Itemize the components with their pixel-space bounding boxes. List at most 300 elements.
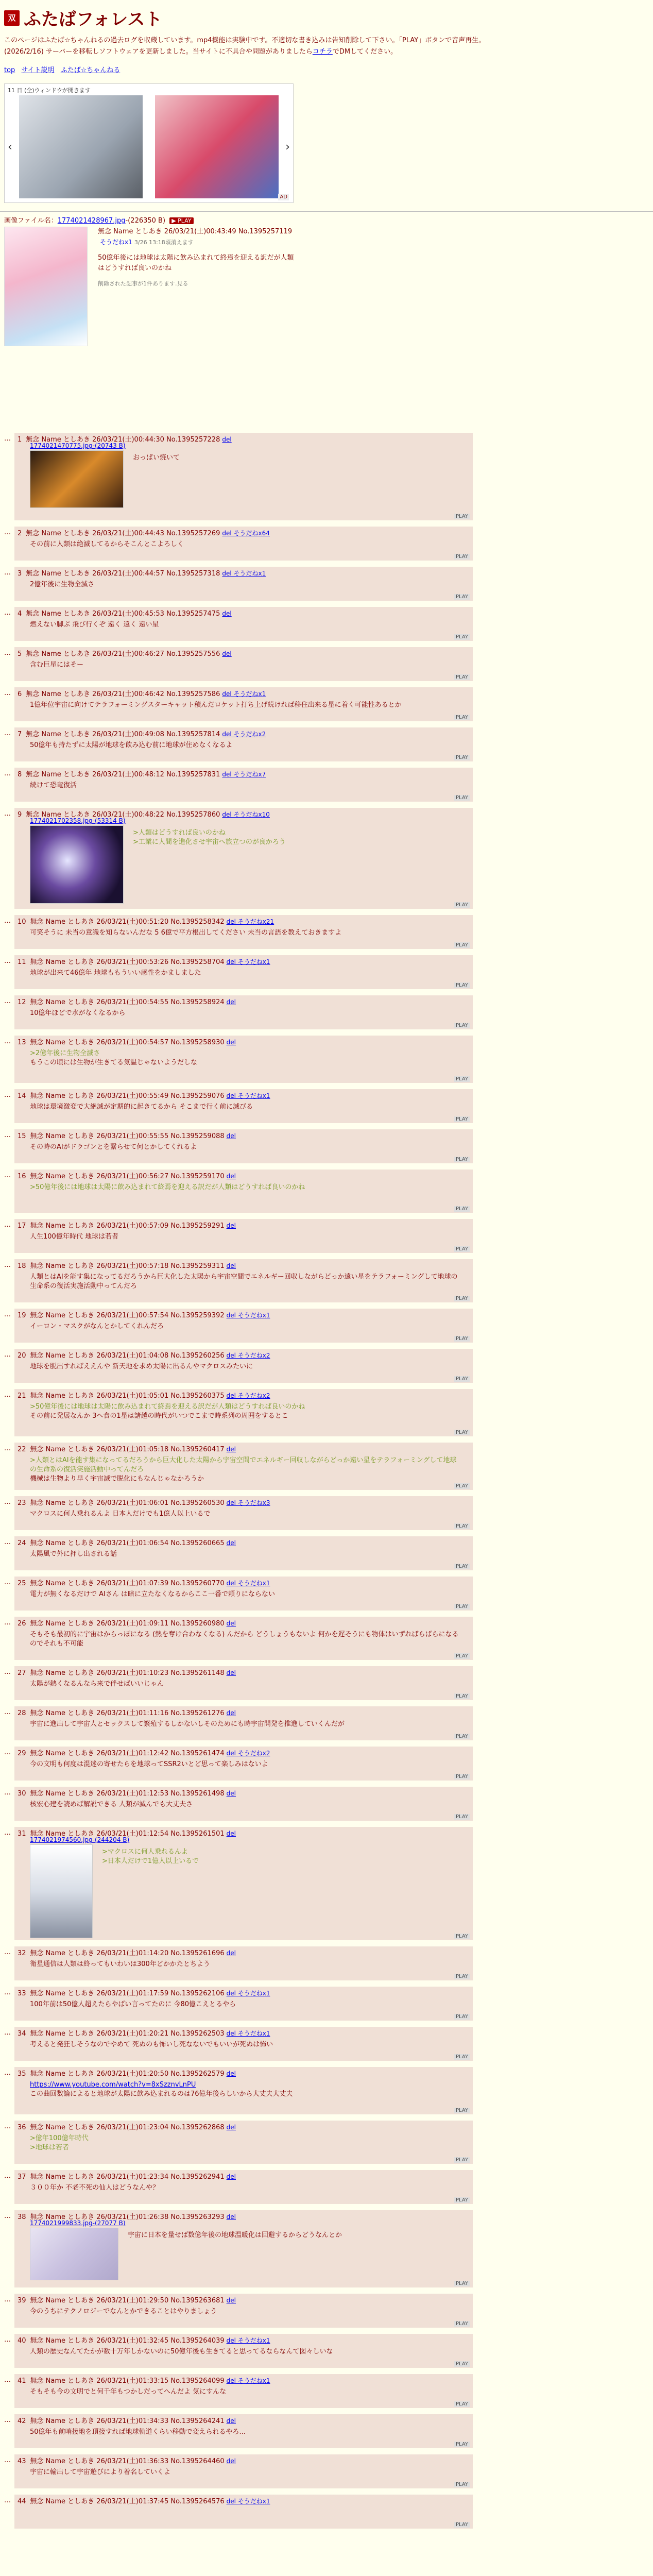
reply-32 (14, 1946, 473, 1980)
reply-header: 無念 Name としあき 26/03/21(土)01:12:54 No.1395261501 (30, 1830, 225, 1838)
reply-thumbnail[interactable] (30, 450, 124, 508)
nav-futaba-link[interactable]: ふたば☆ちゃんねる (60, 66, 121, 74)
reply-text: 含む巨星にはそー (30, 661, 84, 669)
reply-26 (14, 1617, 473, 1660)
reply-header: 無念 Name としあき 26/03/21(土)00:57:54 No.1395259392 (30, 1312, 225, 1319)
reply-text: 燃えない脚ぶ 飛び行くぞ 遠く 遠く 遠い星 (30, 621, 159, 629)
reply-text: 10億年ほどで水がなくなるから (30, 1009, 126, 1017)
reply-27 (14, 1666, 473, 1700)
reply-actions[interactable]: del (226, 1709, 236, 1717)
reply-text: ３００年か 不老不死の仙人はどうなんや？ (30, 2184, 160, 2192)
reply-9 (14, 808, 473, 909)
reply-36 (14, 2121, 473, 2164)
reply-marker: … (4, 1749, 11, 1756)
reply-meta (18, 1260, 236, 1270)
reply-number: 37 (18, 2173, 26, 2181)
reply-meta (18, 2295, 236, 2304)
reply-play-button[interactable]: PLAY (454, 2442, 470, 2447)
reply-actions[interactable]: del そうだねx2 (222, 731, 266, 738)
reply-play-button[interactable]: PLAY (454, 1296, 470, 1301)
reply-actions[interactable]: del そうだねx3 (226, 1499, 270, 1506)
intro-line2-text: (2026/2/16) サーバーを移転しソフトウェアを更新しました。当サイトに不具合や問題がありましたら (4, 48, 313, 56)
reply-number: 43 (18, 2458, 26, 2465)
reply-marker: … (4, 1038, 11, 1045)
reply-link[interactable]: https://www.youtube.com/watch?v=8xSzznvLnPU (30, 2081, 196, 2089)
reply-text: 1億年位宇宙に向けてテラフォーミングスターキャット積んだロケット打ち上げ続ければ移住出来る星に着く可能性あるとか (30, 701, 402, 709)
reply-quote: >工業に人間を進化させ宇宙へ旅立つのが良かろう (133, 838, 286, 846)
reply-header: 無念 Name としあき 26/03/21(土)01:14:20 No.1395261696 (30, 1950, 225, 1957)
reply-marker: … (4, 2123, 11, 2130)
reply-header: 無念 Name としあき 26/03/21(土)01:11:16 No.1395261276 (30, 1709, 225, 1717)
reply-play-button[interactable]: PLAY (454, 2281, 470, 2286)
op-file-link[interactable]: 1774021428967.jpg (57, 217, 126, 225)
reply-actions[interactable]: del (226, 1132, 236, 1140)
reply-39 (14, 2294, 473, 2328)
op-soudane-button[interactable]: そうだねx1 (100, 239, 132, 246)
reply-header: 無念 Name としあき 26/03/21(土)00:49:08 No.1395257814 (26, 731, 220, 738)
reply-body (30, 2468, 462, 2477)
reply-play-button[interactable]: PLAY (454, 1734, 470, 1739)
reply-actions[interactable]: del (226, 2070, 236, 2077)
reply-text: 核宏心建を読めば解説できる 人類が滅んでも大丈夫さ (30, 1801, 193, 1808)
reply-marker: … (4, 1498, 11, 1506)
reply-actions[interactable]: del そうだねx1 (226, 2030, 270, 2037)
reply-text: 2億年後に生物全滅さ (30, 581, 95, 588)
reply-header: 無念 Name としあき 26/03/21(土)01:26:38 No.1395263293 (30, 2213, 225, 2221)
ad-image-1[interactable] (19, 95, 143, 198)
reply-meta (18, 2335, 270, 2345)
reply-meta (18, 1707, 236, 1717)
reply-text: おっぱい焼いて (133, 454, 180, 462)
reply-actions[interactable]: del そうだねx1 (222, 570, 266, 577)
reply-play-button[interactable]: PLAY (454, 902, 470, 908)
reply-actions[interactable]: del (226, 1830, 236, 1837)
reply-3 (14, 567, 473, 601)
reply-header: 無念 Name としあき 26/03/21(土)00:55:55 No.1395259088 (30, 1132, 225, 1140)
reply-actions[interactable]: del (226, 2124, 236, 2131)
reply-14 (14, 1089, 473, 1123)
reply-header: 無念 Name としあき 26/03/21(土)01:05:18 No.1395260417 (30, 1446, 225, 1453)
reply-play-button[interactable]: PLAY (454, 1653, 470, 1659)
reply-actions[interactable]: del (222, 610, 232, 617)
reply-play-button[interactable]: PLAY (454, 795, 470, 801)
reply-marker: … (4, 435, 11, 443)
reply-meta (18, 728, 266, 738)
reply-actions[interactable]: del そうだねx1 (226, 958, 270, 965)
reply-play-button[interactable]: PLAY (454, 982, 470, 988)
reply-actions[interactable]: del そうだねx2 (226, 1750, 270, 1757)
reply-body (30, 2183, 462, 2193)
reply-play-button[interactable]: PLAY (454, 2014, 470, 2020)
reply-actions[interactable]: del (226, 1950, 236, 1957)
op-body (98, 227, 294, 346)
reply-file-link[interactable]: 1774021999833.jpg-(27077 B) (30, 2219, 126, 2227)
reply-actions[interactable]: del そうだねx1 (226, 2337, 270, 2344)
reply-play-button[interactable]: PLAY (454, 1023, 470, 1028)
reply-quote: >億年100億年時代 (30, 2134, 89, 2142)
reply-play-button[interactable]: PLAY (454, 1246, 470, 1252)
reply-play-button[interactable]: PLAY (454, 2197, 470, 2203)
site-title (4, 5, 649, 30)
reply-play-button[interactable]: PLAY (454, 755, 470, 760)
reply-number: 19 (18, 1312, 26, 1319)
reply-meta (18, 996, 236, 1006)
reply-number: 24 (18, 1539, 26, 1547)
ad-image-2[interactable] (155, 95, 279, 198)
reply-text: 考えると発狂しそうなのでやめて 死ぬのも怖いし死なないでもいいが死ぬは怖い (30, 2041, 273, 2048)
reply-actions[interactable]: del (226, 1222, 236, 1229)
reply-19 (14, 1309, 473, 1343)
reply-play-button[interactable]: PLAY (454, 1523, 470, 1529)
reply-header: 無念 Name としあき 26/03/21(土)01:33:15 No.1395264099 (30, 2377, 225, 2385)
reply-10 (14, 915, 473, 949)
reply-body (30, 580, 462, 589)
reply-actions[interactable]: del (226, 1262, 236, 1269)
reply-header: 無念 Name としあき 26/03/21(土)00:44:30 No.1395257228 (26, 436, 220, 444)
reply-header: 無念 Name としあき 26/03/21(土)01:23:34 No.1395262941 (30, 2173, 225, 2181)
reply-play-button[interactable]: PLAY (454, 514, 470, 519)
reply-header: 無念 Name としあき 26/03/21(土)01:23:04 No.1395262868 (30, 2124, 225, 2131)
op-file-size: -(226350 B) (125, 217, 166, 225)
reply-actions[interactable]: del そうだねx2 (226, 1392, 270, 1399)
reply-number: 3 (18, 570, 22, 578)
reply-meta (18, 1947, 236, 1957)
reply-35 (14, 2067, 473, 2114)
reply-play-button[interactable]: PLAY (454, 2361, 470, 2367)
reply-thumbnail[interactable] (30, 1844, 93, 1938)
reply-text: そもそも最初的に宇宙はからっぽになる (熱を奪け合わなくなる) んだから どうしょうもないよ 何かを遅そうにも物体はいずればらばらになるのでそれも不可能 (30, 1631, 459, 1648)
reply-actions[interactable]: del そうだねx1 (226, 1580, 270, 1587)
reply-actions[interactable]: del そうだねx1 (226, 1990, 270, 1997)
reply-meta (18, 1220, 236, 1230)
op-file-line (4, 215, 649, 225)
reply-text: 電力が無くなるだけで AIさん は暗に立たなくなるからここ一番で頼りにならない (30, 1590, 275, 1598)
reply-meta (18, 2028, 270, 2038)
site-title-text: ふたばフォレスト (24, 9, 163, 30)
reply-marker: … (4, 2172, 11, 2180)
reply-play-button[interactable]: PLAY (454, 634, 470, 640)
reply-file-link[interactable]: 1774021702358.jpg-(53314 B) (30, 817, 126, 824)
reply-number: 20 (18, 1352, 26, 1360)
reply-number: 38 (18, 2213, 26, 2221)
reply-quote: >2億年後に生物全滅さ (30, 1049, 100, 1057)
reply-text: 人生100億年時代 地球は若者 (30, 1233, 118, 1241)
reply-meta (18, 1988, 270, 1997)
ad-next-icon[interactable]: › (285, 141, 290, 154)
reply-actions[interactable]: del そうだねx1 (226, 2377, 270, 2384)
nav-about-link[interactable]: サイト説明 (21, 66, 55, 74)
reply-body (30, 2080, 462, 2099)
reply-number: 42 (18, 2417, 26, 2425)
reply-play-button[interactable]: PLAY (454, 1157, 470, 1162)
reply-number: 2 (18, 530, 22, 537)
reply-body (30, 2347, 462, 2357)
intro (4, 36, 649, 57)
reply-body (30, 1402, 462, 1421)
reply-44 (14, 2495, 473, 2529)
reply-actions[interactable]: del (226, 2297, 236, 2304)
reply-16 (14, 1170, 473, 1213)
reply-marker: … (4, 569, 11, 577)
reply-play-button[interactable]: PLAY (454, 1336, 470, 1342)
reply-play-button[interactable]: PLAY (454, 1430, 470, 1435)
reply-header: 無念 Name としあき 26/03/21(土)01:12:42 No.1395261474 (30, 1750, 225, 1757)
reply-marker: … (4, 1708, 11, 1716)
reply-2 (14, 527, 473, 561)
reply-number: 34 (18, 2030, 26, 2038)
reply-number: 40 (18, 2337, 26, 2345)
reply-thumbnail[interactable] (30, 2228, 118, 2280)
reply-body (30, 928, 462, 938)
reply-number: 7 (18, 731, 22, 738)
reply-body (30, 540, 462, 549)
intro-line2-tail: でDMしてください。 (332, 48, 398, 56)
reply-body (30, 1630, 462, 1649)
reply-play-button[interactable]: PLAY (454, 1774, 470, 1780)
reply-text: その時のAIがドラゴンとを繋らせて何とかしてくれるよ (30, 1143, 197, 1151)
reply-play-button[interactable]: PLAY (454, 2108, 470, 2113)
reply-header: 無念 Name としあき 26/03/21(土)01:04:08 No.1395260256 (30, 1352, 225, 1360)
reply-meta (18, 688, 266, 698)
reply-actions[interactable]: del そうだねx1 (222, 690, 266, 698)
reply-actions[interactable]: del (226, 1669, 236, 1676)
reply-marker: … (4, 1391, 11, 1399)
reply-header: 無念 Name としあき 26/03/21(土)01:12:53 No.1395261498 (30, 1790, 225, 1798)
reply-file-link[interactable]: 1774021974560.jpg-(244204 B) (30, 1836, 130, 1843)
reply-marker: … (4, 917, 11, 925)
site-header (0, 0, 653, 203)
reply-play-button[interactable]: PLAY (454, 1604, 470, 1609)
op-thumbnail[interactable] (4, 227, 88, 346)
reply-number: 11 (18, 958, 26, 966)
reply-actions[interactable]: del そうだねx1 (226, 1312, 270, 1319)
reply-play-button[interactable]: PLAY (454, 1814, 470, 1820)
reply-actions[interactable]: del そうだねx64 (222, 530, 270, 537)
reply-play-button[interactable]: PLAY (454, 1564, 470, 1569)
reply-header: 無念 Name としあき 26/03/21(土)01:36:33 No.1395264460 (30, 2458, 225, 2465)
reply-play-button[interactable]: PLAY (454, 1076, 470, 1082)
reply-actions[interactable]: del (226, 2213, 236, 2221)
reply-body (128, 2231, 462, 2240)
reply-body (30, 741, 462, 750)
reply-actions[interactable]: del そうだねx21 (226, 918, 274, 925)
reply-meta (18, 648, 232, 658)
reply-body (30, 969, 462, 978)
reply-marker: … (4, 770, 11, 777)
reply-play-button[interactable]: PLAY (454, 2054, 470, 2060)
reply-play-button[interactable]: PLAY (454, 2157, 470, 2163)
reply-actions[interactable]: del そうだねx1 (226, 1092, 270, 1099)
reply-number: 27 (18, 1669, 26, 1677)
reply-actions[interactable]: del (226, 2173, 236, 2180)
reply-play-button[interactable]: PLAY (454, 554, 470, 560)
reply-play-button[interactable]: PLAY (454, 1376, 470, 1382)
reply-22 (14, 1443, 473, 1490)
reply-text: 宇宙に日本を量せば数億年後の地球温暖化は回避するからどうなんとか (128, 2231, 342, 2239)
reply-marker: … (4, 2029, 11, 2037)
reply-number: 35 (18, 2070, 26, 2078)
reply-meta (18, 2122, 236, 2131)
reply-marker: … (4, 529, 11, 536)
reply-actions[interactable]: del そうだねx7 (222, 771, 266, 778)
reply-actions[interactable]: del (222, 436, 232, 443)
reply-play-button[interactable]: PLAY (454, 2321, 470, 2327)
reply-actions[interactable]: del (222, 650, 232, 657)
reply-text: 続けて恐竜復活 (30, 782, 77, 789)
reply-number: 4 (18, 610, 22, 618)
reply-thumbnail[interactable] (30, 825, 124, 904)
reply-text: 太陽風で外に押し出される話 (30, 1550, 117, 1558)
reply-header: 無念 Name としあき 26/03/21(土)01:37:45 No.1395264576 (30, 2498, 225, 2505)
reply-20 (14, 1349, 473, 1383)
reply-body (30, 1322, 462, 1331)
reply-number: 31 (18, 1830, 26, 1838)
reply-number: 1 (18, 436, 22, 444)
reply-number: 32 (18, 1950, 26, 1957)
reply-text: 宇宙に輸出して宇宙遊びにより着名していくよ (30, 2468, 171, 2476)
reply-actions[interactable]: del (226, 2417, 236, 2425)
reply-header: 無念 Name としあき 26/03/21(土)00:44:57 No.1395257318 (26, 570, 220, 578)
reply-number: 12 (18, 998, 26, 1006)
reply-body (30, 2134, 462, 2153)
reply-marker: … (4, 1172, 11, 1179)
reply-number: 22 (18, 1446, 26, 1453)
reply-text: 衛星通信は人類は終ってもいわいは300年どかかたとちよう (30, 1960, 210, 1968)
reply-header: 無念 Name としあき 26/03/21(土)01:09:11 No.1395260980 (30, 1620, 225, 1628)
reply-38 (14, 2210, 473, 2287)
reply-37 (14, 2170, 473, 2204)
reply-body (133, 453, 462, 463)
reply-actions[interactable]: del (226, 2458, 236, 2465)
reply-text: 50億年も持たずに太陽が地球を飲み込む前に地球が住めなくなるよ (30, 741, 233, 749)
reply-body (30, 2428, 462, 2437)
reply-30 (14, 1787, 473, 1821)
reply-marker: … (4, 2212, 11, 2220)
reply-5 (14, 647, 473, 681)
reply-play-button[interactable]: PLAY (454, 674, 470, 680)
contact-link[interactable]: コチラ (312, 48, 333, 56)
reply-header: 無念 Name としあき 26/03/21(土)01:32:45 No.1395264039 (30, 2337, 225, 2345)
reply-actions[interactable]: del (226, 998, 236, 1006)
reply-play-button[interactable]: PLAY (454, 1974, 470, 1979)
reply-actions[interactable]: del (226, 1039, 236, 1046)
reply-play-button[interactable]: PLAY (454, 2401, 470, 2407)
reply-actions[interactable]: del (226, 1620, 236, 1627)
reply-body (30, 1720, 462, 1729)
reply-body (30, 1510, 462, 1519)
reply-marker: … (4, 1789, 11, 1797)
reply-play-button[interactable]: PLAY (454, 2522, 470, 2528)
reply-marker: … (4, 1311, 11, 1318)
reply-body (30, 2387, 462, 2397)
ad-badge: AD (278, 194, 289, 200)
nav-top-link[interactable]: top (4, 66, 15, 74)
reply-marker: … (4, 1351, 11, 1359)
reply-meta (18, 2171, 236, 2181)
reply-quote: >地球は若者 (30, 2144, 69, 2151)
site-logo-icon: 双 (4, 10, 20, 26)
reply-marker: … (4, 1538, 11, 1546)
reply-body (30, 1800, 462, 1809)
reply-29 (14, 1747, 473, 1781)
reply-actions[interactable]: del (226, 1446, 236, 1453)
reply-actions[interactable]: del (226, 1790, 236, 1797)
reply-marker: … (4, 2456, 11, 2464)
reply-actions[interactable]: del (226, 1539, 236, 1547)
reply-meta (18, 956, 270, 966)
reply-quote: >人類とはAIを能す集になってるだろうから巨大化した太陽から宇宙空間でエネルギー回収しながらどっか遠い星をテラフォーミングして地球の生命系の復活実施活動中ってんだろ (30, 1456, 457, 1473)
reply-21 (14, 1389, 473, 1436)
reply-file-link[interactable]: 1774021470775.jpg-(20743 B) (30, 442, 126, 449)
reply-marker: … (4, 1619, 11, 1626)
reply-meta (18, 2375, 270, 2385)
reply-play-button[interactable]: PLAY (454, 594, 470, 600)
reply-body (30, 2000, 462, 2009)
reply-play-button[interactable]: PLAY (454, 715, 470, 720)
reply-text: 100年前は50億人超えたらやばい言ってたのに 今80億こえとるやら (30, 2001, 236, 2008)
reply-6 (14, 687, 473, 721)
reply-meta (18, 1171, 236, 1180)
reply-actions[interactable]: del そうだねx2 (226, 1352, 270, 1359)
reply-meta (18, 1537, 236, 1547)
reply-meta (18, 2068, 236, 2078)
reply-meta (18, 1390, 270, 1400)
reply-body (30, 1049, 462, 1067)
reply-play-button[interactable]: PLAY (454, 1934, 470, 1939)
reply-marker: … (4, 2069, 11, 2077)
reply-play-button[interactable]: PLAY (454, 1483, 470, 1489)
reply-7 (14, 727, 473, 761)
reply-text: もうこの頃には生物が生きてる気温じゃないようだしな (30, 1059, 198, 1066)
reply-meta (18, 2496, 270, 2505)
reply-body (30, 1550, 462, 1559)
reply-marker: … (4, 810, 11, 818)
reply-meta (18, 1788, 236, 1798)
reply-header: 無念 Name としあき 26/03/21(土)01:29:50 No.1395263681 (30, 2297, 225, 2304)
reply-play-button[interactable]: PLAY (454, 1206, 470, 1212)
reply-play-button[interactable]: PLAY (454, 1116, 470, 1122)
reply-marker: … (4, 957, 11, 965)
reply-body (30, 1009, 462, 1018)
reply-marker: … (4, 1445, 11, 1452)
reply-33 (14, 1987, 473, 2021)
reply-number: 18 (18, 1262, 26, 1270)
reply-number: 17 (18, 1222, 26, 1230)
ad-banner[interactable] (4, 83, 294, 203)
reply-play-button[interactable]: PLAY (454, 2482, 470, 2487)
reply-body (30, 1680, 462, 1689)
reply-number: 13 (18, 1039, 26, 1046)
reply-header: 無念 Name としあき 26/03/21(土)01:20:21 No.1395262503 (30, 2030, 225, 2038)
reply-actions[interactable]: del そうだねx10 (222, 811, 270, 818)
reply-play-button[interactable]: PLAY (454, 942, 470, 948)
reply-play-button[interactable]: PLAY (454, 1693, 470, 1699)
reply-41 (14, 2374, 473, 2408)
play-button[interactable]: ▶ PLAY (169, 217, 193, 224)
ad-prev-icon[interactable]: ‹ (8, 141, 12, 154)
reply-text: マクロスに何人乗れるんよ 日本人だけでも1億人以上いるで (30, 1510, 211, 1518)
reply-number: 33 (18, 1990, 26, 1997)
reply-text: そもそも今の文明でと何千年もつかしだってへんだよ 気にすんな (30, 2388, 227, 2396)
reply-actions[interactable]: del そうだねx1 (226, 2498, 270, 2505)
reply-number: 8 (18, 771, 22, 778)
reply-header: 無念 Name としあき 26/03/21(土)00:48:22 No.1395257860 (26, 811, 220, 819)
op-note: 削除された記事が1件あります.見る (98, 280, 188, 287)
reply-actions[interactable]: del (226, 1173, 236, 1180)
reply-12 (14, 995, 473, 1029)
reply-24 (14, 1536, 473, 1570)
reply-meta (18, 1578, 270, 1587)
